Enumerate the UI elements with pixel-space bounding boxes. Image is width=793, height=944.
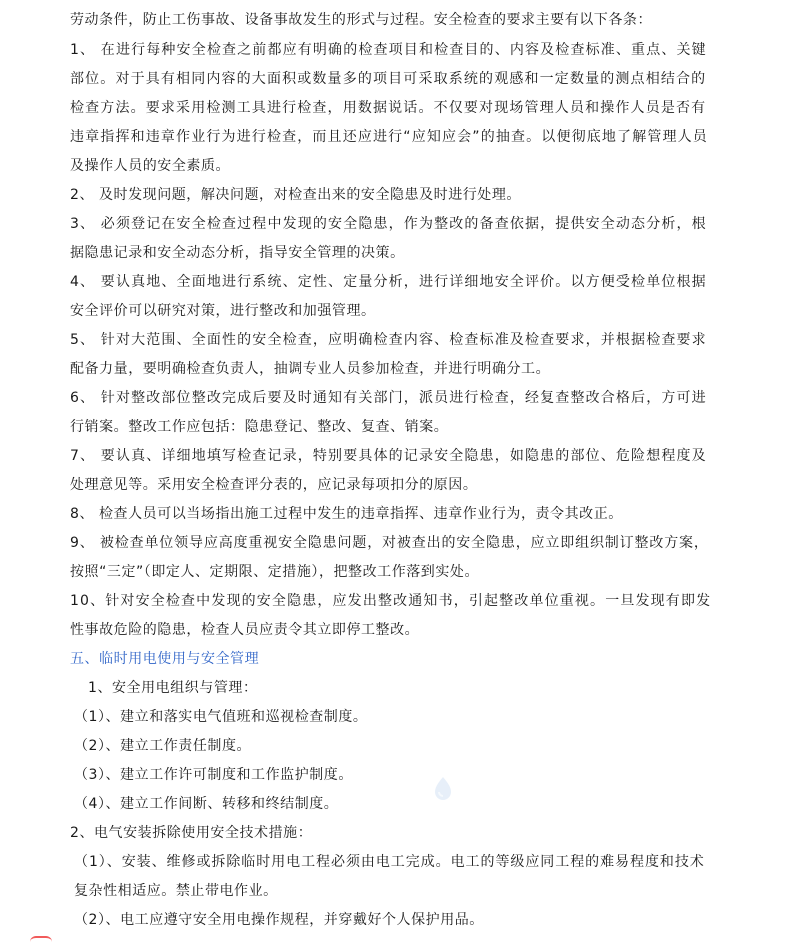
list-item: （2）、电工应遵守安全用电操作规程，并穿戴好个人保护用品。 bbox=[74, 912, 484, 928]
text-line: 按照“三定”（即定人、定期限、定措施），把整改工作落到实处。 bbox=[70, 564, 480, 580]
section-heading: 五、临时用电使用与安全管理 bbox=[70, 651, 260, 667]
list-item-7: 7、 要认真、详细地填写检查记录，特别要具体的记录安全隐患，如隐患的部位、危险想程度及 bbox=[70, 448, 707, 464]
text-line: 行销案。整改工作应包括：隐患登记、整改、复查、销案。 bbox=[70, 419, 449, 435]
text-line: 安全评价可以研究对策，进行整改和加强管理。 bbox=[70, 303, 376, 319]
list-item: （1）、安装、维修或拆除临时用电工程必须由电工完成。电工的等级应同工程的难易程度和技术 bbox=[74, 854, 705, 870]
list-item-3: 3、 必须登记在安全检查过程中发现的安全隐患，作为整改的备查依据，提供安全动态分析，根 bbox=[70, 216, 707, 232]
text-line: 违章指挥和违章作业行为进行检查，而且还应进行“应知应会”的抽查。以便彻底地了解管理人员 bbox=[70, 129, 708, 145]
text-line: 劳动条件，防止工伤事故、设备事故发生的形式与过程。安全检查的要求主要有以下各条： bbox=[70, 12, 652, 28]
list-item-6: 6、 针对整改部位整改完成后要及时通知有关部门，派员进行检查，经复查整改合格后，方可进 bbox=[70, 390, 707, 406]
list-item: （3）、建立工作许可制度和工作监护制度。 bbox=[74, 767, 353, 783]
list-item-4: 4、 要认真地、全面地进行系统、定性、定量分析，进行详细地安全评价。以方便受检单位根据 bbox=[70, 274, 707, 290]
text-line: 处理意见等。采用安全检查评分表的，应记录每项扣分的原因。 bbox=[70, 477, 478, 493]
subsection-heading: 1、安全用电组织与管理： bbox=[88, 680, 258, 696]
watermark-logo-icon bbox=[430, 775, 456, 801]
corner-decoration-icon bbox=[30, 936, 52, 944]
text-line: 部位。对于具有相同内容的大面积或数量多的项目可采取系统的观感和一定数量的测点相结合的 bbox=[70, 71, 707, 87]
text-line: 复杂性相适应。禁止带电作业。 bbox=[74, 883, 278, 899]
list-item-1: 1、 在进行每种安全检查之前都应有明确的检查项目和检查目的、内容及检查标准、重点、关键 bbox=[70, 42, 707, 58]
list-item-9: 9、 被检查单位领导应高度重视安全隐患问题，对被查出的安全隐患，应立即组织制订整改方案， bbox=[70, 535, 709, 551]
subsection-heading: 2、电气安装拆除使用安全技术措施： bbox=[70, 825, 313, 841]
text-line: 及操作人员的安全素质。 bbox=[70, 158, 231, 174]
text-line: 检查方法。要求采用检测工具进行检查，用数据说话。不仅要对现场管理人员和操作人员是否有 bbox=[70, 100, 707, 116]
list-item-2: 2、 及时发现问题，解决问题，对检查出来的安全隐患及时进行处理。 bbox=[70, 187, 521, 203]
text-line: 据隐患记录和安全动态分析，指导安全管理的决策。 bbox=[70, 245, 405, 261]
list-item-10: 10、针对安全检查中发现的安全隐患，应发出整改通知书，引起整改单位重视。一旦发现有即发 bbox=[70, 593, 712, 609]
list-item-5: 5、 针对大范围、全面性的安全检查，应明确检查内容、检查标准及检查要求，并根据检查要求 bbox=[70, 332, 707, 348]
text-line: 配备力量，要明确检查负责人，抽调专业人员参加检查，并进行明确分工。 bbox=[70, 361, 551, 377]
text-line: 性事故危险的隐患，检查人员应责令其立即停工整改。 bbox=[70, 622, 420, 638]
list-item-8: 8、 检查人员可以当场指出施工过程中发生的违章指挥、违章作业行为，责令其改正。 bbox=[70, 506, 623, 522]
list-item: （4）、建立工作间断、转移和终结制度。 bbox=[74, 796, 339, 812]
list-item: （1）、建立和落实电气值班和巡视检查制度。 bbox=[74, 709, 368, 725]
list-item: （2）、建立工作责任制度。 bbox=[74, 738, 252, 754]
